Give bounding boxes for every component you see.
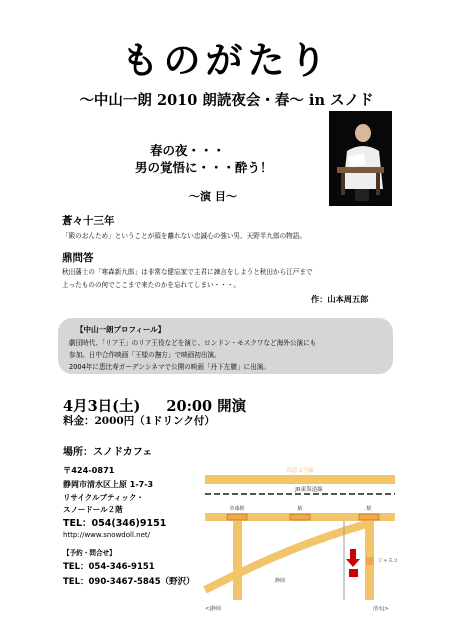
map-lower-label: 静岡 xyxy=(275,578,286,584)
tagline-line-2: 男の覚悟に・・・酔う！ xyxy=(135,160,273,175)
venue-url[interactable]: http://www.snowdoll.net/ xyxy=(63,531,150,539)
map-landmark-marker xyxy=(366,557,374,565)
map-east-direction: 清水|> xyxy=(373,606,389,612)
event-fee: 料金：2000円（1ドリンク付） xyxy=(63,415,215,427)
program-heading: 〜演 目〜 xyxy=(189,190,237,203)
map-road-left-vertical xyxy=(233,513,242,600)
map-railway-label: JR東海道線 xyxy=(295,487,323,493)
venue-tel: TEL：054(346)9151 xyxy=(63,518,167,529)
tagline-line-1: 春の夜・・・ xyxy=(150,143,226,158)
map-road-top xyxy=(205,475,395,484)
work-2-description-line-1: 秋田藩士の「寒森新九郎」は非常な健忘家で主君に諫言をしようと秋田から江戸まで xyxy=(62,268,313,276)
venue-label: 場所：スノドカフェ xyxy=(63,447,153,458)
work-1-description: 「殿のおんため」ということが頭を離れない忠誠心の強い男、天野半九郎の物語。 xyxy=(62,232,306,240)
map-station-center: 駅 xyxy=(297,506,303,512)
subtitle: 〜中山一朗 2010 朗読夜会・春〜 in スノド xyxy=(79,92,374,109)
map-west-direction: <|静岡 xyxy=(205,606,221,612)
map-station-east-marker xyxy=(359,514,379,520)
event-date: 4月3日(土) xyxy=(63,398,141,415)
profile-line-3: 2004年に恵比寿ガーデンシネマで公開の映画「丹下左膳」に出演。 xyxy=(69,363,270,371)
venue-zip: 〒424-0871 xyxy=(63,465,115,475)
map-road-top-label: 国道 1号線 xyxy=(286,468,314,474)
profile-line-1: 劇団時代、「リア王」のリア王役などを演じ、ロンドン・モスクワなど海外公演にも xyxy=(69,339,317,347)
map-station-west: 草薙駅 xyxy=(229,506,245,512)
venue-address: 静岡市清水区上原 1-7-3 xyxy=(63,480,154,489)
work-2-title: 鼎問答 xyxy=(62,252,94,264)
map-venue-marker xyxy=(349,569,358,577)
author-credit: 作：山本周五郎 xyxy=(311,294,369,304)
access-map xyxy=(205,465,398,600)
reservation-tel-2: TEL：090-3467-5845（野沢） xyxy=(63,577,195,587)
event-time: 20:00 開演 xyxy=(166,398,247,415)
work-1-title: 蒼々十三年 xyxy=(62,215,115,227)
map-station-west-marker xyxy=(227,514,247,520)
reservation-heading: 【予約・問合せ】 xyxy=(63,549,116,557)
profile-line-2: 参加。日中合作映画「王様の撫方」で映画初出演。 xyxy=(69,351,221,359)
map-station-east: 駅 xyxy=(366,506,372,512)
venue-shop-line-1: リサイクルブティック・ xyxy=(63,493,144,502)
map-station-center-marker xyxy=(290,514,310,520)
venue-shop-line-2: スノードール２階 xyxy=(63,505,123,514)
reservation-tel-1: TEL：054-346-9151 xyxy=(63,562,155,572)
work-2-description-line-2: 上ったものの何でここまで来たのかを忘れてしまい・・・。 xyxy=(62,281,241,289)
title: ものがたり xyxy=(121,38,332,82)
map-landmark: ジャスコ xyxy=(378,558,398,564)
profile-heading: 【中山一朗プロフィール】 xyxy=(76,325,166,334)
performer-photo xyxy=(329,111,392,206)
